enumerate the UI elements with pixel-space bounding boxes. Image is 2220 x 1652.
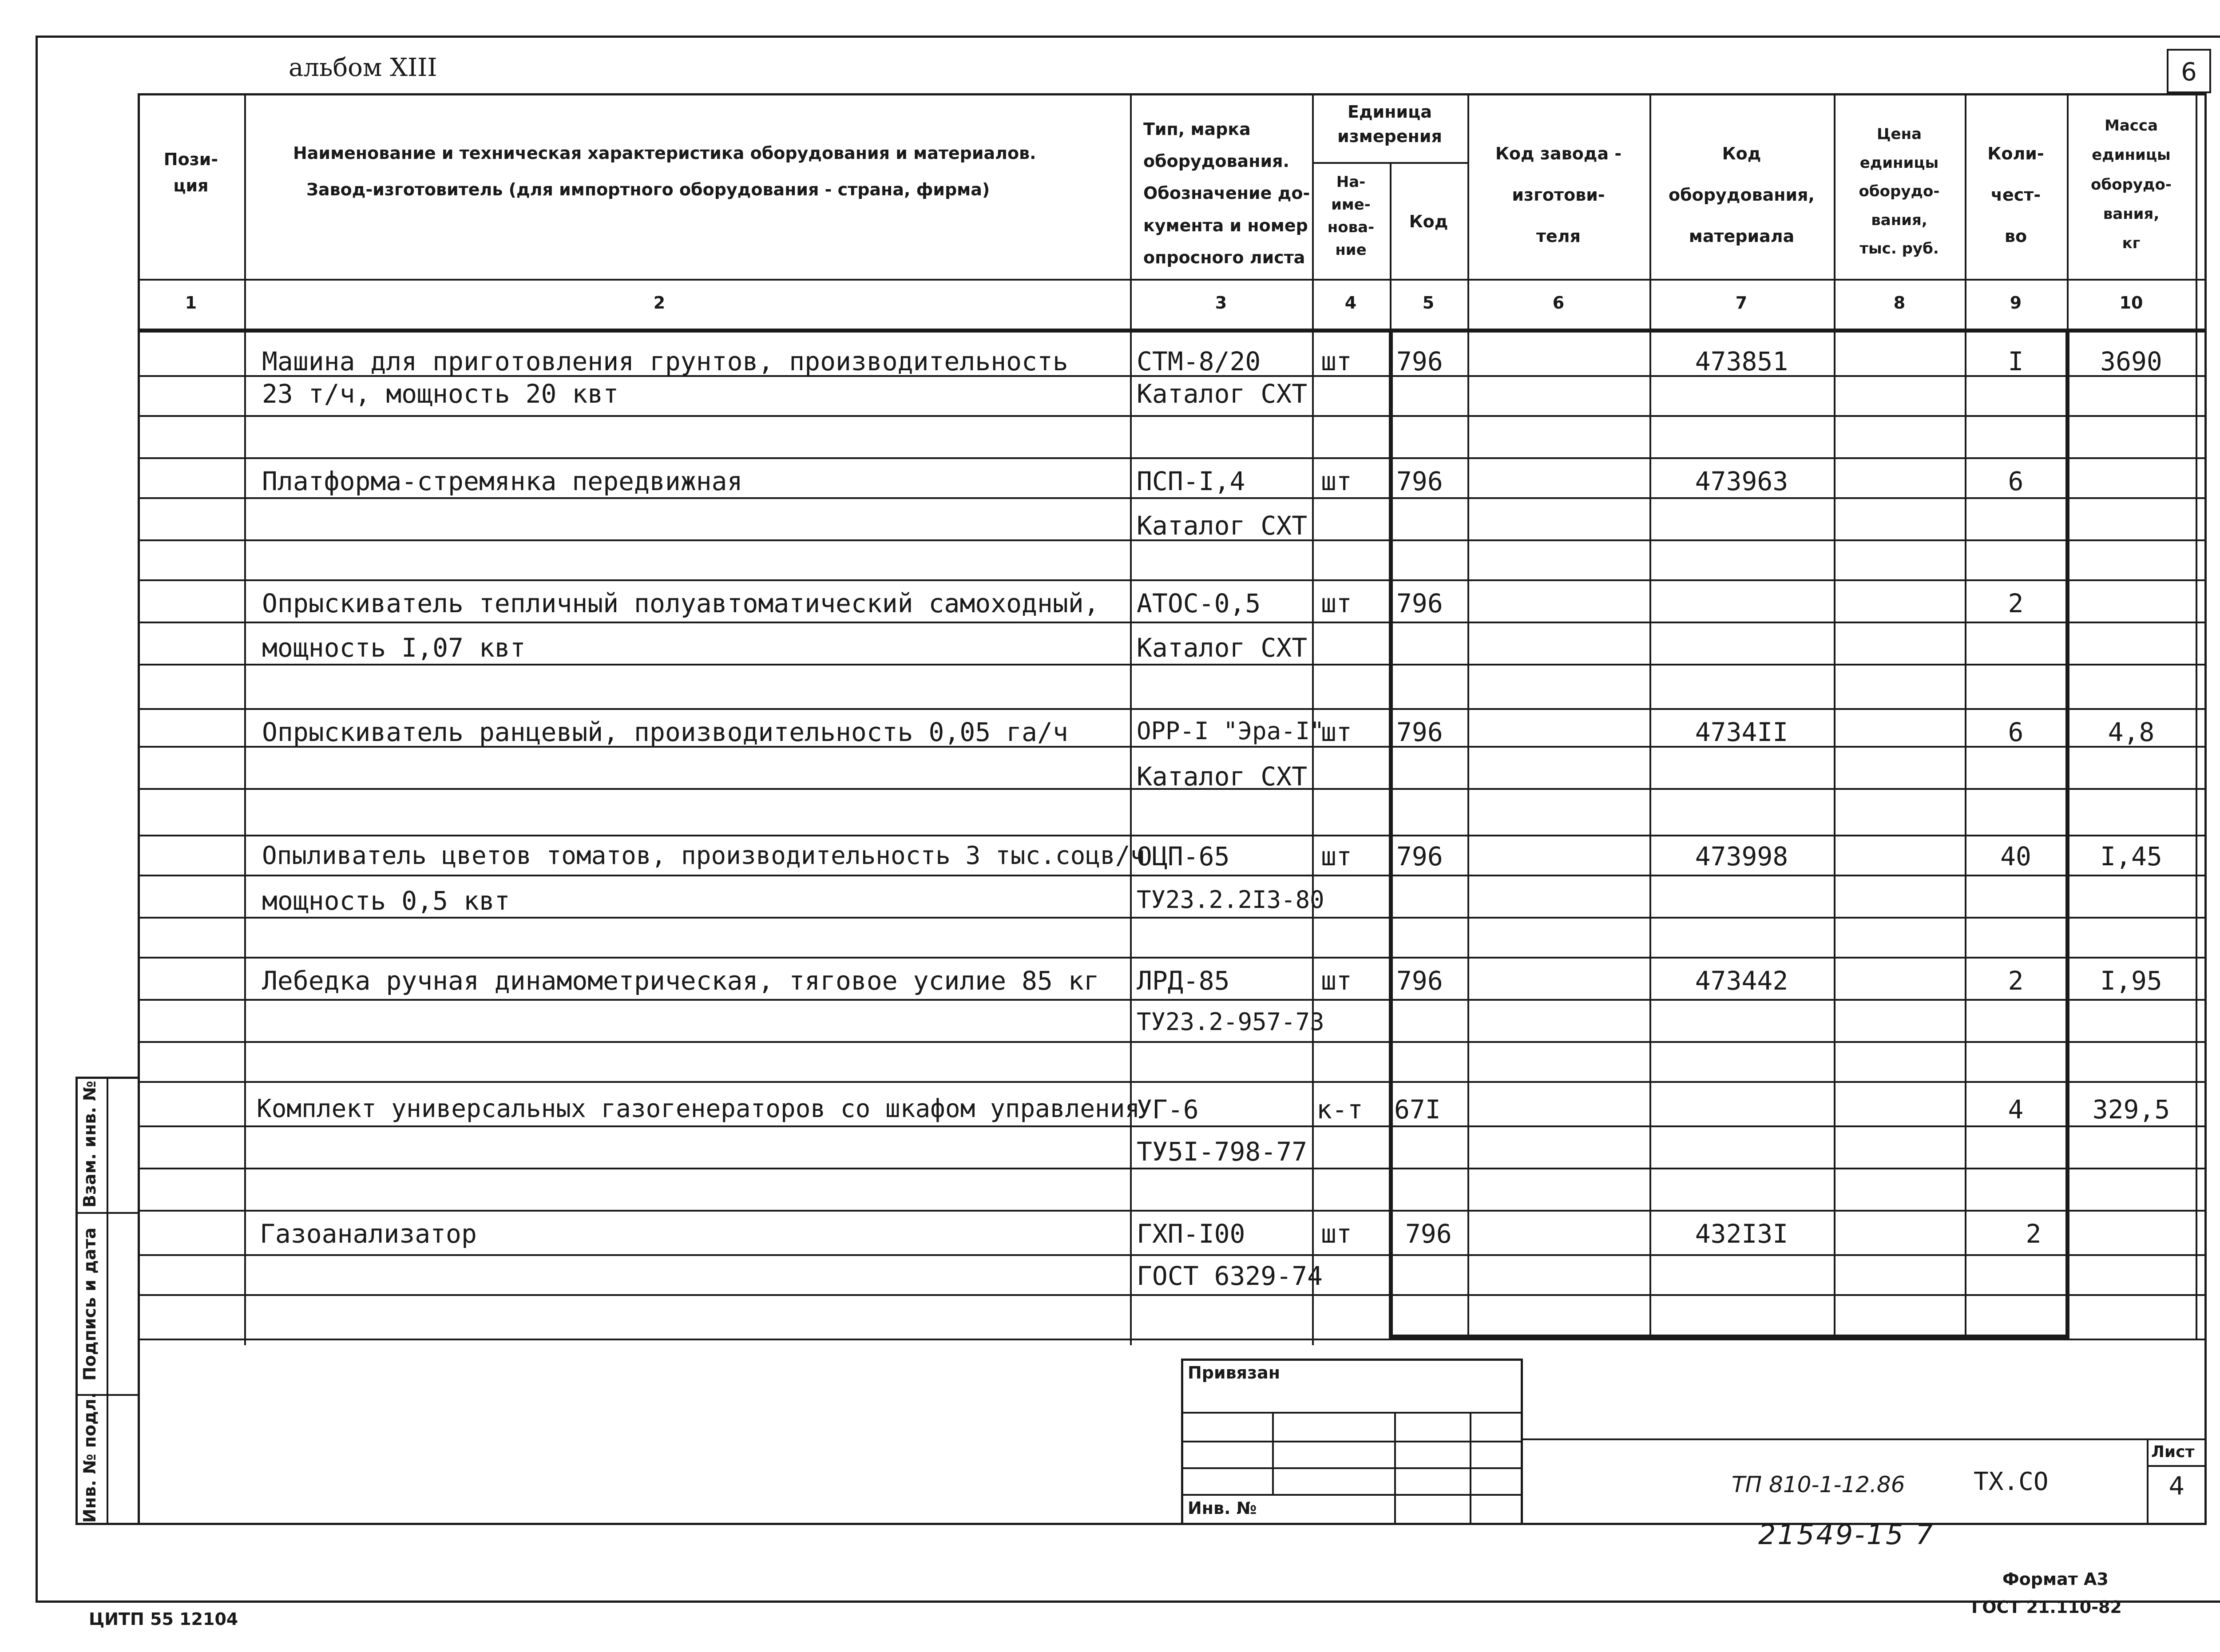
col-line-4 — [1390, 162, 1391, 329]
row5-type-line2: ТУ23.2.2I3-80 — [1137, 886, 1324, 914]
row1-unit: шт — [1321, 346, 1352, 376]
album-label: альбом XIII — [289, 53, 437, 82]
col-line-6 — [1649, 93, 1651, 1339]
col-number-7: 7 — [1735, 293, 1748, 313]
row3-type-line1: АТОС-0,5 — [1137, 588, 1261, 618]
row5-code: 796 — [1396, 841, 1443, 872]
row5-mass: I,45 — [2100, 841, 2162, 872]
header-quantity: Коли- чест- во — [1987, 144, 2044, 246]
side-label-signature-date: Подпись и дата — [80, 1227, 99, 1381]
row-line — [138, 664, 2207, 666]
row-line — [138, 875, 2207, 876]
row-line — [138, 622, 2207, 623]
row6-type-line1: ЛРД-85 — [1137, 966, 1230, 996]
row3-name-line2: мощность I,07 квт — [262, 633, 526, 663]
col-number-10: 10 — [2119, 293, 2143, 313]
row8-quantity: 2 — [2026, 1219, 2042, 1249]
row-line — [138, 1294, 2207, 1296]
col-number-4: 4 — [1344, 293, 1357, 313]
row4-mass: 4,8 — [2108, 717, 2155, 747]
table-lower-line — [138, 1339, 2207, 1340]
privyazan-vline — [1394, 1412, 1396, 1525]
row4-unit: шт — [1321, 717, 1352, 747]
row-line — [138, 999, 2207, 1001]
privyazan-vline — [1272, 1412, 1274, 1494]
row3-quantity: 2 — [2008, 588, 2024, 618]
row-line — [138, 1041, 2207, 1043]
header-mass: Масса единицы оборудо- вания, кг — [2091, 117, 2172, 253]
sheet-number: 4 — [2168, 1472, 2185, 1501]
row4-name-line1: Опрыскиватель ранцевый, производительность 0,05 га/ч — [262, 717, 1068, 747]
col-line-5 — [1467, 93, 1469, 1339]
row2-quantity: 6 — [2008, 466, 2024, 496]
row3-type-line2: Каталог СХТ — [1137, 633, 1308, 663]
format-label: Формат А3 — [2002, 1569, 2109, 1589]
row6-unit: шт — [1321, 966, 1352, 996]
privyazan-line — [1181, 1467, 1523, 1469]
row1-code: 796 — [1396, 346, 1443, 376]
row1-name-line1: Машина для приготовления грунтов, производительность — [262, 346, 1068, 376]
row1-quantity: I — [2008, 346, 2024, 376]
header-position: Пози- ция — [163, 150, 218, 195]
row2-name-line1: Платформа-стремянка передвижная — [262, 466, 743, 496]
col-number-6: 6 — [1552, 293, 1565, 313]
data-bottom-line — [1389, 1335, 2069, 1339]
row8-code: 796 — [1405, 1219, 1452, 1249]
row6-name-line1: Лебедка ручная динамометрическая, тяговое усилие 85 кг — [262, 966, 1099, 996]
row1-equipment-code: 473851 — [1695, 346, 1788, 376]
side-label-inv-original: Инв. № подл. — [80, 1392, 99, 1523]
privyazan-vline — [1470, 1412, 1471, 1525]
row-line — [138, 708, 2207, 710]
header-name: Наименование и техническая характеристика оборудования и материалов. Завод-изготовитель (для импортного оборудования - страна, фирма) — [293, 143, 1036, 199]
doc-code: ТП 810-1-12.86 — [1732, 1472, 1905, 1497]
header-unit-code: Код — [1409, 212, 1448, 231]
row5-unit: шт — [1321, 841, 1352, 872]
row6-equipment-code: 473442 — [1695, 966, 1788, 996]
row8-unit: шт — [1321, 1219, 1352, 1249]
row6-type-line2: ТУ23.2-957-73 — [1137, 1008, 1324, 1036]
row7-quantity: 4 — [2008, 1094, 2024, 1125]
row-line — [138, 1254, 2207, 1256]
col-line-10 — [2196, 93, 2197, 1339]
row6-quantity: 2 — [2008, 966, 2024, 996]
row7-mass: 329,5 — [2092, 1094, 2170, 1125]
row1-type-line2: Каталог СХТ — [1137, 379, 1308, 409]
row5-name-line2: мощность 0,5 квт — [262, 886, 510, 916]
row8-type-line1: ГХП-I00 — [1137, 1219, 1245, 1249]
header-equipment-code: Код оборудования, материала — [1669, 144, 1815, 246]
row4-type-line2: Каталог СХТ — [1137, 761, 1308, 792]
row8-name-line1: Газоанализатор — [260, 1219, 477, 1249]
row6-code: 796 — [1396, 966, 1443, 996]
col-number-9: 9 — [2010, 293, 2022, 313]
handwritten-number: 21549-15 7 — [1758, 1518, 1935, 1551]
header-type: Тип, марка оборудования. Обозначение до- кумента и номер опросного листа — [1143, 119, 1310, 267]
row2-code: 796 — [1396, 466, 1443, 496]
row-line — [138, 1168, 2207, 1169]
row3-unit: шт — [1321, 588, 1352, 618]
page-corner-number: 6 — [2181, 58, 2197, 87]
col-number-5: 5 — [1422, 293, 1435, 313]
row2-unit: шт — [1321, 466, 1352, 496]
privyazan-line — [1181, 1494, 1523, 1496]
col-number-8: 8 — [1893, 293, 1906, 313]
row7-unit: к-т — [1316, 1094, 1363, 1125]
row-line — [138, 835, 2207, 836]
header-unit-name: На- име- нова- ние — [1327, 173, 1375, 259]
header-factory-code: Код завода - изготови- теля — [1495, 144, 1622, 246]
title-block-sheet-sep — [2147, 1465, 2207, 1467]
inv-no-label: Инв. № — [1188, 1498, 1257, 1518]
header-unit-group: Единица измерения — [1337, 102, 1442, 147]
row-line — [138, 917, 2207, 919]
row-line — [138, 579, 2207, 581]
col-number-1: 1 — [185, 293, 197, 313]
doc-mark: ТХ.СО — [1974, 1467, 2049, 1496]
row2-equipment-code: 473963 — [1695, 466, 1788, 496]
row5-equipment-code: 473998 — [1695, 841, 1788, 872]
side-stamp-divider — [107, 1077, 108, 1525]
row-line — [138, 957, 2207, 959]
row1-name-line2: 23 т/ч, мощность 20 квт — [262, 379, 619, 409]
row7-type-line1: УГ-6 — [1137, 1094, 1199, 1125]
citp-label: ЦИТП 55 12104 — [89, 1609, 238, 1629]
privyazan-label: Привязан — [1188, 1363, 1280, 1383]
colnum-bottom-line — [138, 329, 2207, 333]
row7-code: 67I — [1394, 1094, 1441, 1125]
row2-type-line2: Каталог СХТ — [1137, 511, 1308, 541]
row8-type-line2: ГОСТ 6329-74 — [1137, 1261, 1323, 1291]
row-line — [138, 457, 2207, 459]
row-line — [138, 415, 2207, 417]
col-line-7 — [1834, 93, 1835, 1339]
row1-type-line1: СТМ-8/20 — [1137, 346, 1261, 376]
row7-type-line2: ТУ5I-798-77 — [1137, 1137, 1308, 1167]
col-line-2 — [1130, 93, 1132, 1345]
col-number-3: 3 — [1215, 293, 1227, 313]
col-line-4-thick — [1389, 329, 1393, 1339]
row7-name-line1: Комплект универсальных газогенераторов со шкафом управления — [257, 1094, 1140, 1123]
row8-equipment-code: 432I3I — [1695, 1219, 1788, 1249]
col-number-2: 2 — [653, 293, 666, 313]
row-line — [138, 1210, 2207, 1212]
row5-type-line1: ОЦП-65 — [1137, 841, 1230, 872]
header-price: Цена единицы оборудо- вания, тыс. руб. — [1859, 125, 1940, 258]
row4-equipment-code: 4734II — [1695, 717, 1788, 747]
row5-quantity: 40 — [2000, 841, 2031, 872]
row1-mass: 3690 — [2100, 346, 2162, 376]
title-block-top — [1523, 1438, 2207, 1440]
sheet-label: Лист — [2151, 1443, 2195, 1461]
row5-name-line1: Опыливатель цветов томатов, производительность 3 тыс.соцв/ч — [262, 841, 1146, 870]
side-stamp-sep — [75, 1212, 140, 1214]
privyazan-line — [1181, 1441, 1523, 1442]
row4-quantity: 6 — [2008, 717, 2024, 747]
row3-name-line1: Опрыскиватель тепличный полуавтоматический самоходный, — [262, 588, 1099, 618]
header-bottom-line — [138, 279, 2207, 281]
row2-type-line1: ПСП-I,4 — [1137, 466, 1245, 496]
side-label-replaced-inv: Взам. инв. № — [80, 1081, 99, 1208]
gost-label: ГОСТ 21.110-82 — [1971, 1597, 2122, 1617]
col-line-8 — [1965, 93, 1966, 1339]
row4-code: 796 — [1396, 717, 1443, 747]
col-line-1 — [244, 93, 246, 1345]
privyazan-line — [1181, 1412, 1523, 1414]
row3-code: 796 — [1396, 588, 1443, 618]
row-line — [138, 1125, 2207, 1127]
row-line — [138, 1081, 2207, 1083]
row4-type-line1: ОРР-I "Эра-I" — [1137, 717, 1324, 745]
row-line — [138, 497, 2207, 499]
row6-mass: I,95 — [2100, 966, 2162, 996]
